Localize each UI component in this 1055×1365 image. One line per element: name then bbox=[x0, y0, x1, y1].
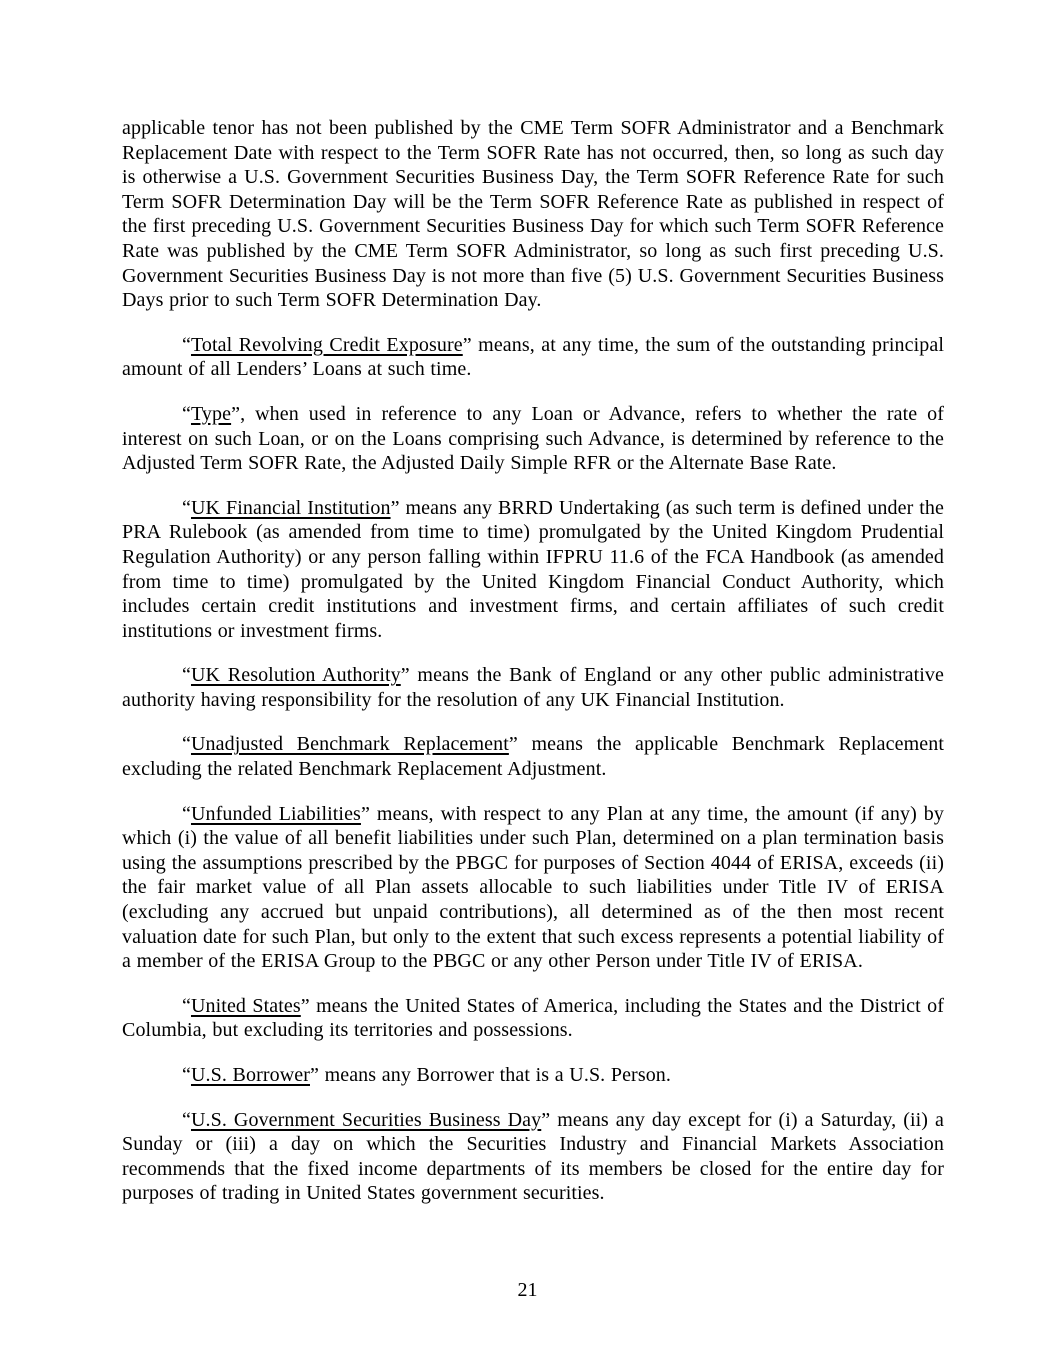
defined-term: United States bbox=[190, 994, 301, 1017]
page-number: 21 bbox=[517, 1279, 538, 1301]
definition-paragraph: “Unadjusted Benchmark Replacement” means the applicable Benchmark Replacement excluding the related Benchmark Replacement Adjustment. bbox=[122, 733, 944, 781]
defined-term: Unadjusted Benchmark Replacement bbox=[190, 733, 509, 756]
defined-term: UK Resolution Authority bbox=[190, 664, 401, 687]
definition-paragraph: “United States” means the United States of America, including the States and the District of Columbia, but excluding its territories and possessions. bbox=[122, 994, 944, 1042]
document-body bbox=[122, 116, 944, 1226]
defined-term: Type bbox=[190, 402, 232, 425]
defined-term: UK Financial Institution bbox=[190, 496, 391, 519]
defined-term: U.S. Government Securities Business Day bbox=[190, 1108, 542, 1131]
definition-paragraph: “UK Financial Institution” means any BRRD Undertaking (as such term is defined under the PRA Rulebook (as amended from time to time) promulgated by the United Kingdom Prudential Regulation Authority) or any person falling within IFPRU 11.6 of the FCA Handbook (as amended from time to time) promulgated by the United Kingdom Financial Conduct Authority, which includes certain credit institutions and investment firms, and certain affiliates of such credit institutions or investment firms. bbox=[122, 496, 945, 642]
paragraph: applicable tenor has not been published by the CME Term SOFR Administrator and a Benchmark Replacement Date with respect to the Term SOFR Rate has not occurred, then, so long as such day is otherwise a U.S. Government Securities Business Day, the Term SOFR Reference Rate for such Term SOFR Determination Day will be the Term SOFR Reference Rate as published in respect of the first preceding U.S. Government Securities Business Day for which such Term SOFR Reference Rate was published by the CME Term SOFR Administrator, so long as such first preceding U.S. Government Securities Business Day is not more than five (5) U.S. Government Securities Business Days prior to such Term SOFR Determination Day. bbox=[122, 117, 944, 312]
definition-paragraph: “U.S. Borrower” means any Borrower that is a U.S. Person. bbox=[182, 1064, 672, 1086]
defined-term: Total Revolving Credit Exposure bbox=[190, 333, 463, 356]
definition-paragraph: “UK Resolution Authority” means the Bank of England or any other public administrative authority having responsibility for the resolution of any UK Financial Institution. bbox=[122, 664, 944, 711]
definition-paragraph: “U.S. Government Securities Business Day” means any day except for (i) a Saturday, (ii) a Sunday or (iii) a day on which the Securities Industry and Financial Markets Association recommends that the fixed income departments of its members be closed for the entire day for purposes of trading in United States government securities. bbox=[122, 1108, 945, 1205]
defined-term: U.S. Borrower bbox=[190, 1064, 310, 1086]
definition-paragraph: “Unfunded Liabilities” means, with respect to any Plan at any time, the amount (if any) by which (i) the value of all benefit liabilities under such Plan, determined on a plan termination basis using the assumptions prescribed by the PBGC for purposes of Section 4044 of ERISA, exceeds (ii) the fair market value of all Plan assets allocable to such liabilities under Title IV of ERISA (excluding any accrued but unpaid contributions), all determined as of the then most recent valuation date for such Plan, but only to the extent that such excess represents a potential liability of a member of the ERISA Group to the PBGC or any other Person under Title IV of ERISA. bbox=[122, 802, 945, 973]
definition-paragraph: “Total Revolving Credit Exposure” means, at any time, the sum of the outstanding principal amount of all Lenders’ Loans at such time. bbox=[122, 333, 944, 381]
defined-term: Unfunded Liabilities bbox=[190, 802, 361, 825]
definition-paragraph: “Type”, when used in reference to any Loan or Advance, refers to whether the rate of interest on such Loan, or on the Loans comprising such Advance, is determined by reference to the Adjusted Term SOFR Rate, the Adjusted Daily Simple RFR or the Alternate Base Rate. bbox=[122, 402, 944, 475]
